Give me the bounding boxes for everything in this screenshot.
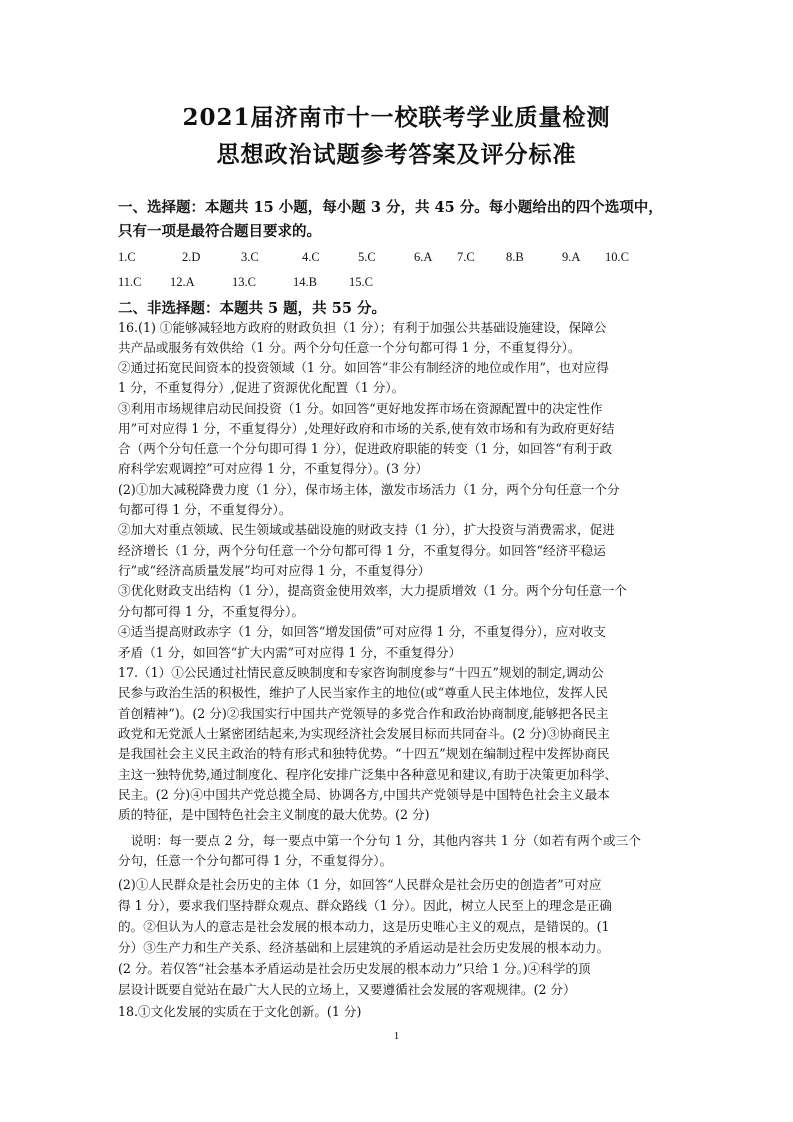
answer-item: 7.C xyxy=(457,250,475,264)
answer-item: 8.B xyxy=(506,250,524,264)
body-line: 得 1 分），要求我们坚持群众观点、群众路线（1 分）。因此，树立人民至上的理念是正确 xyxy=(118,898,612,913)
answer-item: 10.C xyxy=(605,250,629,264)
body-line: 16.(1) ①能够减轻地方政府的财政负担（1 分）；有利于加强公共基础设施建设，保障公 xyxy=(118,320,607,335)
body-line: (2)①人民群众是社会历史的主体（1 分，如回答“人民群众是社会历史的创造者”可对应 xyxy=(118,877,602,892)
body-line: 层设计既要自觉站在最广大人民的立场上，又要遵循社会发展的客观规律。(2 分） xyxy=(118,982,576,997)
section-2-heading: 二、非选择题：本题共 5 题，共 55 分。 xyxy=(118,300,386,317)
body-line: 民主。(2 分)④中国共产党总揽全局、协调各方,中国共产党领导是中国特色社会主义最本 xyxy=(118,787,610,802)
answer-row-1 xyxy=(118,250,638,268)
document-subtitle: 思想政治试题参考答案及评分标准 xyxy=(216,141,577,168)
body-line: 经济增长（1 分，两个分句任意一个分句都可得 1 分，不重复得分。如回答“经济平稳运 xyxy=(118,543,606,558)
body-line: ③利用市场规律启动民间投资（1 分。如回答“更好地发挥市场在资源配置中的决定性作 xyxy=(118,401,603,416)
body-line: ②通过拓宽民间资本的投资领域（1 分。如回答“非公有制经济的地位或作用”，也对应得 xyxy=(118,360,609,375)
document-title: 2021届济南市十一校联考学业质量检测 xyxy=(182,104,611,131)
body-line: 句都可得 1 分，不重复得分）。 xyxy=(118,502,292,517)
body-line: 民参与政治生活的积极性，维护了人民当家作主的地位(或“尊重人民主体地位，发挥人民 xyxy=(118,685,608,700)
section-1-heading-line-2: 只有一项是最符合题目要求的。 xyxy=(118,223,321,240)
body-line: 的。②但认为人的意志是社会发展的根本动力，这是历史唯心主义的观点，是错误的。(1 xyxy=(118,919,610,934)
body-line: 合（两个分句任意一个分句即可得 1 分），促进政府职能的转变（1 分，如回答“有利于政 xyxy=(118,441,613,456)
body-line: 矛盾（1 分，如回答“扩大内需”可对应得 1 分，不重复得分） xyxy=(118,645,462,660)
body-line: 行”或“经济高质量发展”均可对应得 1 分，不重复得分） xyxy=(118,563,431,578)
answer-item: 4.C xyxy=(302,250,320,264)
answer-item: 3.C xyxy=(241,250,259,264)
body-line: (2)①加大减税降费力度（1 分），保市场主体，激发市场活力（1 分，两个分句任意一个分 xyxy=(118,482,620,497)
body-line: 首创精神”)。(2 分)②我国实行中国共产党领导的多党合作和政治协商制度,能够把各民主 xyxy=(118,706,609,721)
answer-item: 1.C xyxy=(118,250,136,264)
body-line: 共产品或服务有效供给（1 分。两个分句任意一个分句都可得 1 分，不重复得分）。 xyxy=(118,340,581,355)
answer-item: 2.D xyxy=(182,250,201,264)
body-line: 18.①文化发展的实质在于文化创新。(1 分) xyxy=(118,1004,362,1019)
body-line: 1 分，不重复得分）,促进了资源优化配置（1 分）。 xyxy=(118,380,405,395)
body-line: ③优化财政支出结构（1 分），提高资金使用效率，大力提质增效（1 分。两个分句任意一个 xyxy=(118,583,627,598)
body-line: (2 分。若仅答“社会基本矛盾运动是社会历史发展的根本动力”只给 1 分。)④科学的顶 xyxy=(118,961,591,976)
answer-item: 12.A xyxy=(170,275,195,289)
body-line: 分）③生产力和生产关系、经济基础和上层建筑的矛盾运动是社会历史发展的根本动力。 xyxy=(118,940,610,955)
body-line: 分句都可得 1 分，不重复得分）。 xyxy=(118,604,305,619)
answer-item: 9.A xyxy=(562,250,581,264)
answer-item: 15.C xyxy=(349,275,373,289)
answer-row-2 xyxy=(118,275,418,293)
body-line: 是我国社会主义民主政治的特有形式和独特优势。“十四五”规划在编制过程中发挥协商民 xyxy=(118,746,610,761)
body-line: 府科学宏观调控”可对应得 1 分，不重复得分）。(3 分） xyxy=(118,461,429,476)
body-line: 政党和无党派人士紧密团结起来,为实现经济社会发展目标而共同奋斗。(2 分)③协商民主 xyxy=(118,726,610,741)
body-line: ②加大对重点领域、民生领域或基础设施的财政支持（1 分），扩大投资与消费需求，促进 xyxy=(118,522,615,537)
body-line: 用”可对应得 1 分，不重复得分）,处理好政府和市场的关系,使有效市场和有为政府更好结 xyxy=(118,421,615,436)
section-1-heading-line-1: 一、选择题：本题共 15 小题，每小题 3 分，共 45 分。每小题给出的四个选项中， xyxy=(118,199,663,216)
scoring-note: 说明：每一要点 2 分，每一要点中第一个分句 1 分，其他内容共 1 分（如若有两个或三个 xyxy=(118,833,642,848)
page-number: 1 xyxy=(393,1030,400,1042)
body-line: 质的特征，是中国特色社会主义制度的最大优势。(2 分) xyxy=(118,807,430,822)
body-line: 分句，任意一个分句都可得 1 分，不重复得分）。 xyxy=(118,853,393,868)
answer-item: 6.A xyxy=(414,250,433,264)
body-line: 主这一独特优势,通过制度化、程序化安排广泛集中各种意见和建议,有助于决策更加科学、 xyxy=(118,767,618,782)
body-line: ④适当提高财政赤字（1 分，如回答“增发国债”可对应得 1 分，不重复得分），应对收支 xyxy=(118,624,606,639)
answer-item: 11.C xyxy=(118,275,142,289)
answer-item: 14.B xyxy=(293,275,317,289)
answer-item: 5.C xyxy=(358,250,376,264)
body-line: 17.（1）①公民通过社情民意反映制度和专家咨询制度参与“十四五”规划的制定,调动公 xyxy=(118,665,604,680)
answer-item: 13.C xyxy=(232,275,256,289)
